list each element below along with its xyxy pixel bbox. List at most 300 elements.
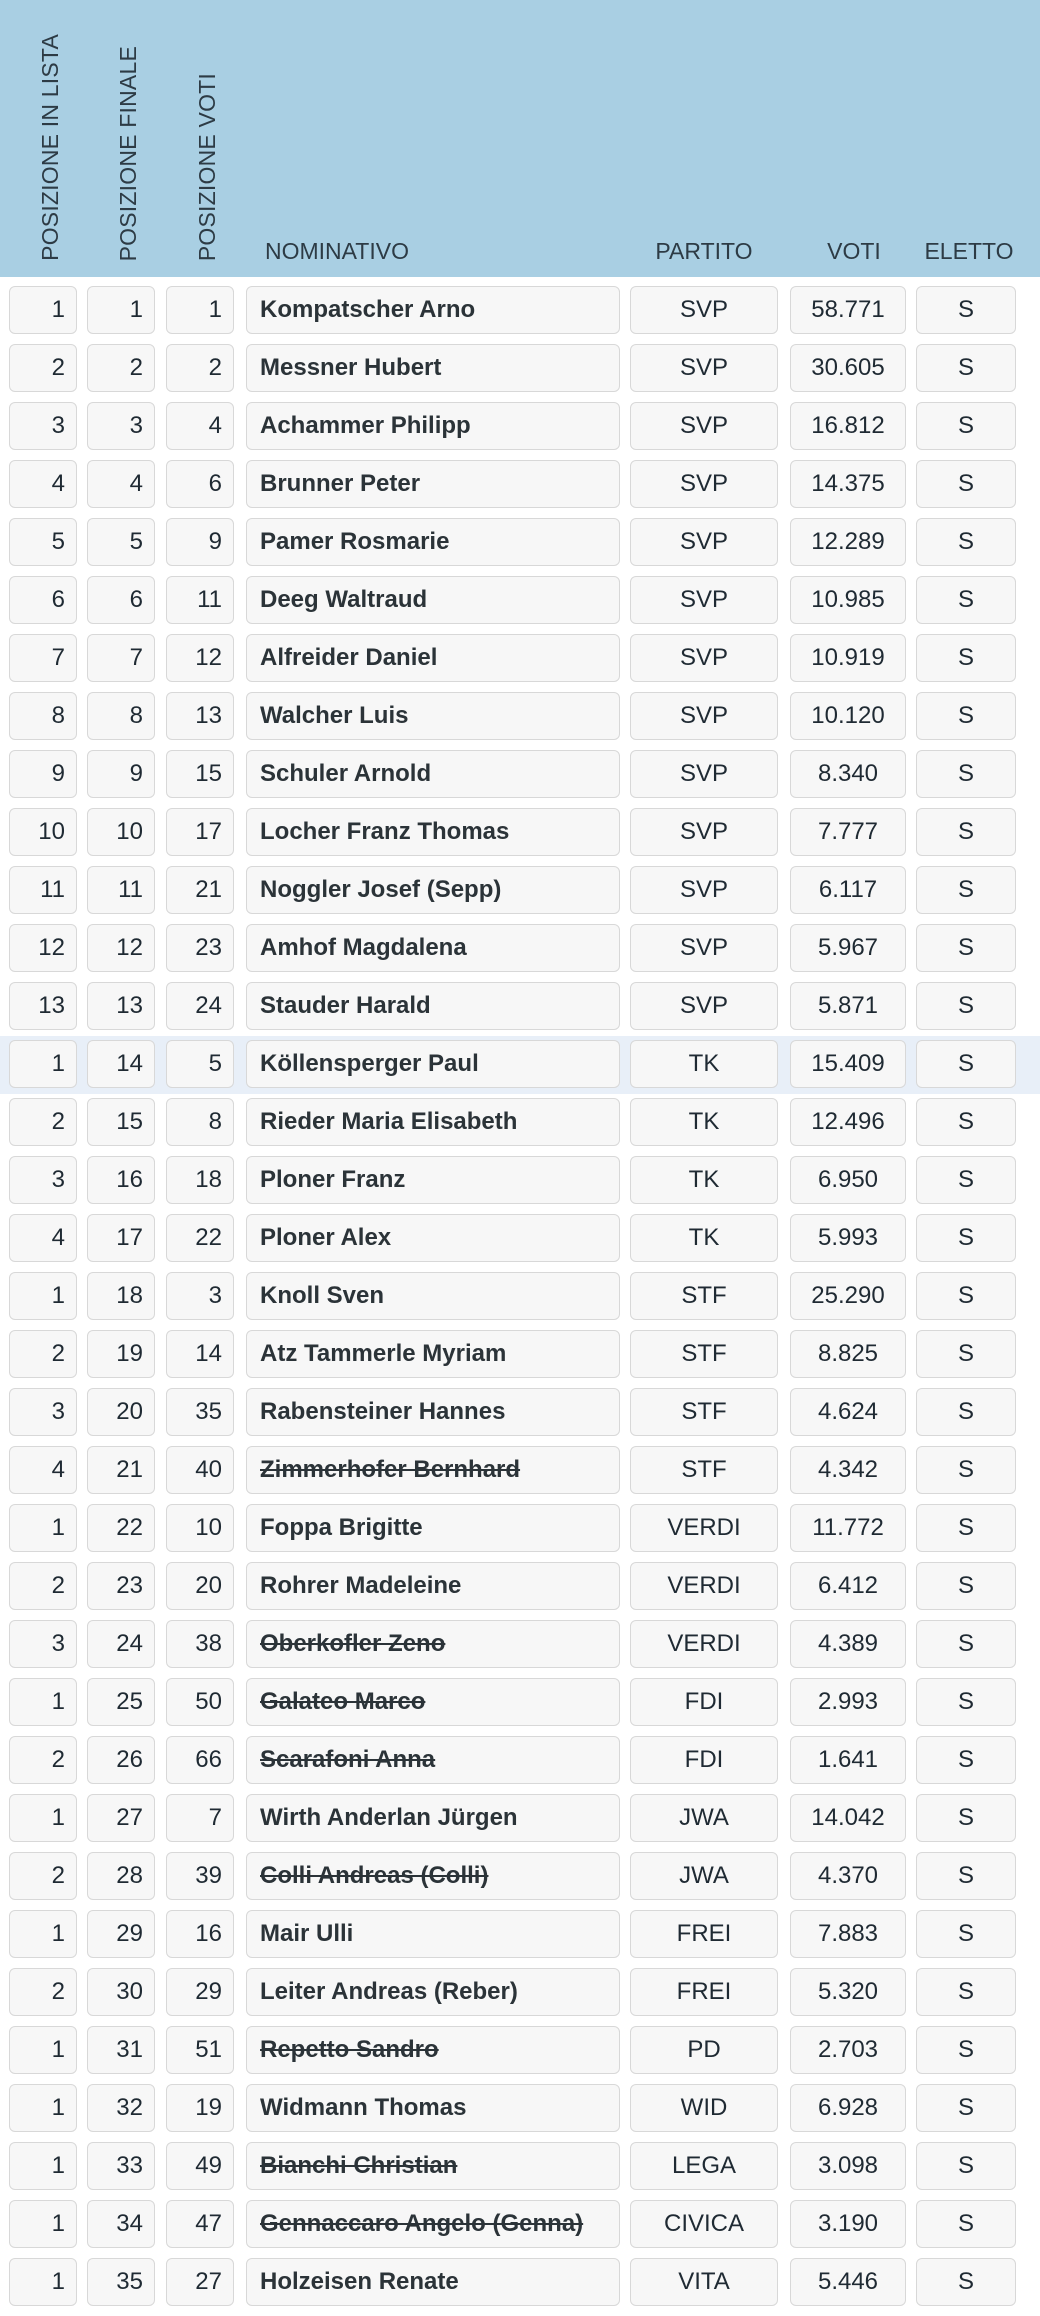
candidate-name-text: Widmann Thomas <box>260 2094 467 2121</box>
candidate-name-field[interactable] <box>246 2026 620 2074</box>
votes-field[interactable]: 6.412 <box>790 1562 906 1610</box>
final-position-cell[interactable]: 12 <box>87 924 155 972</box>
votes-field[interactable]: 10.919 <box>790 634 906 682</box>
column-header-vote-position: POSIZIONE VOTI <box>194 72 220 261</box>
party-field[interactable]: SVP <box>630 634 778 682</box>
candidate-name-text: Messner Hubert <box>260 354 442 381</box>
candidate-name-field[interactable] <box>246 344 620 392</box>
candidate-name-field[interactable] <box>246 1794 620 1842</box>
list-position-cell[interactable]: 3 <box>9 1156 77 1204</box>
candidate-name-field[interactable] <box>246 924 620 972</box>
table-row <box>0 804 1040 862</box>
party-field[interactable]: FDI <box>630 1736 778 1784</box>
elected-field[interactable]: S <box>916 1794 1016 1842</box>
elected-field[interactable]: S <box>916 1852 1016 1900</box>
votes-field[interactable]: 6.117 <box>790 866 906 914</box>
table-row <box>0 2022 1040 2080</box>
elected-field[interactable]: S <box>916 692 1016 740</box>
party-field[interactable]: STF <box>630 1272 778 1320</box>
vote-position-cell[interactable]: 38 <box>166 1620 234 1668</box>
elected-field[interactable]: S <box>916 2200 1016 2248</box>
vote-position-cell[interactable]: 22 <box>166 1214 234 1262</box>
final-position-cell[interactable]: 11 <box>87 866 155 914</box>
elected-field[interactable]: S <box>916 808 1016 856</box>
list-position-cell[interactable]: 2 <box>9 1968 77 2016</box>
candidate-name-text: Deeg Waltraud <box>260 586 428 613</box>
list-position-cell[interactable]: 8 <box>9 692 77 740</box>
final-position-cell[interactable]: 28 <box>87 1852 155 1900</box>
vote-position-cell[interactable]: 10 <box>166 1504 234 1552</box>
candidate-name-field[interactable] <box>246 1504 620 1552</box>
final-position-cell[interactable]: 23 <box>87 1562 155 1610</box>
votes-field[interactable]: 14.042 <box>790 1794 906 1842</box>
votes-field[interactable]: 3.190 <box>790 2200 906 2248</box>
table-row <box>0 340 1040 398</box>
list-position-cell[interactable]: 3 <box>9 1388 77 1436</box>
vote-position-cell[interactable]: 21 <box>166 866 234 914</box>
elected-field[interactable]: S <box>916 2258 1016 2306</box>
final-position-cell[interactable]: 14 <box>87 1040 155 1088</box>
vote-position-cell[interactable]: 35 <box>166 1388 234 1436</box>
candidate-name-field[interactable] <box>246 518 620 566</box>
column-header-votes: VOTI <box>827 238 881 264</box>
list-position-cell[interactable]: 9 <box>9 750 77 798</box>
candidate-name-field[interactable] <box>246 2200 620 2248</box>
elected-field[interactable]: S <box>916 750 1016 798</box>
table-row <box>0 1268 1040 1326</box>
votes-field[interactable]: 5.446 <box>790 2258 906 2306</box>
table-row <box>0 2196 1040 2254</box>
final-position-cell[interactable]: 7 <box>87 634 155 682</box>
final-position-cell[interactable]: 3 <box>87 402 155 450</box>
list-position-cell[interactable]: 2 <box>9 1330 77 1378</box>
votes-field[interactable]: 12.289 <box>790 518 906 566</box>
table-row <box>0 920 1040 978</box>
votes-field[interactable]: 4.389 <box>790 1620 906 1668</box>
candidate-name-field[interactable] <box>246 866 620 914</box>
candidate-name-text: Knoll Sven <box>260 1282 385 1309</box>
vote-position-cell[interactable]: 50 <box>166 1678 234 1726</box>
party-field[interactable]: SVP <box>630 518 778 566</box>
vote-position-cell[interactable]: 1 <box>166 286 234 334</box>
votes-field[interactable]: 4.624 <box>790 1388 906 1436</box>
party-field[interactable]: SVP <box>630 402 778 450</box>
final-position-cell[interactable]: 20 <box>87 1388 155 1436</box>
party-field[interactable]: SVP <box>630 982 778 1030</box>
elected-field[interactable]: S <box>916 1098 1016 1146</box>
candidate-name-text: Ploner Franz <box>260 1166 406 1193</box>
votes-field[interactable]: 8.340 <box>790 750 906 798</box>
elected-field[interactable]: S <box>916 344 1016 392</box>
elected-field[interactable]: S <box>916 1388 1016 1436</box>
vote-position-cell[interactable]: 40 <box>166 1446 234 1494</box>
final-position-cell[interactable]: 30 <box>87 1968 155 2016</box>
votes-field[interactable]: 25.290 <box>790 1272 906 1320</box>
table-row <box>0 1094 1040 1152</box>
list-position-cell[interactable]: 2 <box>9 1562 77 1610</box>
table-row <box>0 1732 1040 1790</box>
list-position-cell[interactable]: 2 <box>9 1098 77 1146</box>
party-field[interactable]: SVP <box>630 750 778 798</box>
party-field[interactable]: SVP <box>630 866 778 914</box>
table-header <box>0 0 1040 277</box>
elected-field[interactable]: S <box>916 286 1016 334</box>
table-row <box>0 1036 1040 1094</box>
list-position-cell[interactable]: 1 <box>9 1504 77 1552</box>
elected-field[interactable]: S <box>916 924 1016 972</box>
votes-field[interactable]: 5.871 <box>790 982 906 1030</box>
elected-field[interactable]: S <box>916 1272 1016 1320</box>
candidate-name-text: Bianchi Christian <box>260 2152 458 2179</box>
elected-field[interactable]: S <box>916 1678 1016 1726</box>
elected-field[interactable]: S <box>916 1968 1016 2016</box>
candidate-name-field[interactable] <box>246 982 620 1030</box>
column-header-party: PARTITO <box>655 238 753 264</box>
party-field[interactable]: TK <box>630 1098 778 1146</box>
list-position-cell[interactable]: 13 <box>9 982 77 1030</box>
table-row <box>0 1384 1040 1442</box>
final-position-cell[interactable]: 4 <box>87 460 155 508</box>
final-position-cell[interactable]: 6 <box>87 576 155 624</box>
final-position-cell[interactable]: 15 <box>87 1098 155 1146</box>
elected-field[interactable]: S <box>916 2142 1016 2190</box>
vote-position-cell[interactable]: 8 <box>166 1098 234 1146</box>
votes-field[interactable]: 10.985 <box>790 576 906 624</box>
list-position-cell[interactable]: 1 <box>9 1678 77 1726</box>
final-position-cell[interactable]: 16 <box>87 1156 155 1204</box>
vote-position-cell[interactable]: 47 <box>166 2200 234 2248</box>
list-position-cell[interactable]: 1 <box>9 2200 77 2248</box>
vote-position-cell[interactable]: 39 <box>166 1852 234 1900</box>
candidate-name-text: Ploner Alex <box>260 1224 392 1251</box>
candidate-name-text: Achammer Philipp <box>260 412 471 439</box>
final-position-cell[interactable]: 29 <box>87 1910 155 1958</box>
votes-field[interactable]: 58.771 <box>790 286 906 334</box>
vote-position-cell[interactable]: 66 <box>166 1736 234 1784</box>
vote-position-cell[interactable]: 16 <box>166 1910 234 1958</box>
candidate-name-field[interactable] <box>246 808 620 856</box>
candidate-name-field[interactable] <box>246 1098 620 1146</box>
party-field[interactable]: VITA <box>630 2258 778 2306</box>
candidate-name-field[interactable] <box>246 1156 620 1204</box>
vote-position-cell[interactable]: 23 <box>166 924 234 972</box>
table-row <box>0 1906 1040 1964</box>
candidate-name-text: Köllensperger Paul <box>260 1050 479 1077</box>
party-field[interactable]: JWA <box>630 1794 778 1842</box>
final-position-cell[interactable]: 25 <box>87 1678 155 1726</box>
list-position-cell[interactable]: 3 <box>9 402 77 450</box>
table-row <box>0 1500 1040 1558</box>
vote-position-cell[interactable]: 13 <box>166 692 234 740</box>
party-field[interactable]: SVP <box>630 286 778 334</box>
table-row <box>0 688 1040 746</box>
list-position-cell[interactable]: 4 <box>9 1214 77 1262</box>
party-field[interactable]: SVP <box>630 460 778 508</box>
candidate-name-field[interactable] <box>246 1272 620 1320</box>
vote-position-cell[interactable]: 49 <box>166 2142 234 2190</box>
candidate-name-field[interactable] <box>246 286 620 334</box>
vote-position-cell[interactable]: 24 <box>166 982 234 1030</box>
candidate-name-text: Walcher Luis <box>260 702 409 729</box>
table-row <box>0 514 1040 572</box>
votes-field[interactable]: 7.777 <box>790 808 906 856</box>
final-position-cell[interactable]: 13 <box>87 982 155 1030</box>
table-row <box>0 1558 1040 1616</box>
party-field[interactable]: WID <box>630 2084 778 2132</box>
vote-position-cell[interactable]: 5 <box>166 1040 234 1088</box>
candidate-name-field[interactable] <box>246 1910 620 1958</box>
list-position-cell[interactable]: 1 <box>9 1910 77 1958</box>
table-row <box>0 978 1040 1036</box>
candidate-name-field[interactable] <box>246 1330 620 1378</box>
table-row <box>0 1674 1040 1732</box>
elected-field[interactable]: S <box>916 982 1016 1030</box>
votes-field[interactable]: 30.605 <box>790 344 906 392</box>
candidate-name-text: Zimmerhofer Bernhard <box>260 1456 521 1483</box>
party-field[interactable]: VERDI <box>630 1620 778 1668</box>
list-position-cell[interactable]: 5 <box>9 518 77 566</box>
elected-field[interactable]: S <box>916 1504 1016 1552</box>
elected-field[interactable]: S <box>916 1736 1016 1784</box>
elected-field[interactable]: S <box>916 1214 1016 1262</box>
candidate-name-text: Noggler Josef (Sepp) <box>260 876 502 903</box>
party-field[interactable]: CIVICA <box>630 2200 778 2248</box>
list-position-cell[interactable]: 1 <box>9 1794 77 1842</box>
elected-field[interactable]: S <box>916 1446 1016 1494</box>
vote-position-cell[interactable]: 14 <box>166 1330 234 1378</box>
vote-position-cell[interactable]: 18 <box>166 1156 234 1204</box>
table-row <box>0 746 1040 804</box>
list-position-cell[interactable]: 2 <box>9 1852 77 1900</box>
list-position-cell[interactable]: 3 <box>9 1620 77 1668</box>
vote-position-cell[interactable]: 4 <box>166 402 234 450</box>
final-position-cell[interactable]: 22 <box>87 1504 155 1552</box>
candidate-name-field[interactable] <box>246 1446 620 1494</box>
candidate-name-field[interactable] <box>246 634 620 682</box>
final-position-cell[interactable]: 19 <box>87 1330 155 1378</box>
vote-position-cell[interactable]: 17 <box>166 808 234 856</box>
votes-field[interactable]: 8.825 <box>790 1330 906 1378</box>
candidate-name-text: Alfreider Daniel <box>260 644 438 671</box>
votes-field[interactable]: 5.967 <box>790 924 906 972</box>
table-row <box>0 1790 1040 1848</box>
elected-field[interactable]: S <box>916 1620 1016 1668</box>
candidate-name-field[interactable] <box>246 2142 620 2190</box>
candidate-name-field[interactable] <box>246 1736 620 1784</box>
list-position-cell[interactable]: 1 <box>9 286 77 334</box>
candidate-name-text: Locher Franz Thomas <box>260 818 510 845</box>
elected-field[interactable]: S <box>916 1156 1016 1204</box>
vote-position-cell[interactable]: 11 <box>166 576 234 624</box>
votes-field[interactable]: 15.409 <box>790 1040 906 1088</box>
final-position-cell[interactable]: 2 <box>87 344 155 392</box>
candidate-name-field[interactable] <box>246 1214 620 1262</box>
final-position-cell[interactable]: 1 <box>87 286 155 334</box>
candidate-name-text: Repetto Sandro <box>260 2036 439 2063</box>
vote-position-cell[interactable]: 6 <box>166 460 234 508</box>
candidate-name-field[interactable] <box>246 692 620 740</box>
final-position-cell[interactable]: 35 <box>87 2258 155 2306</box>
candidate-name-text: Colli Andreas (Colli) <box>260 1862 489 1889</box>
table-row <box>0 1964 1040 2022</box>
list-position-cell[interactable]: 7 <box>9 634 77 682</box>
candidate-name-text: Schuler Arnold <box>260 760 432 787</box>
candidate-name-text: Wirth Anderlan Jürgen <box>260 1804 518 1831</box>
votes-field[interactable]: 4.370 <box>790 1852 906 1900</box>
candidate-name-field[interactable] <box>246 402 620 450</box>
list-position-cell[interactable]: 4 <box>9 1446 77 1494</box>
party-field[interactable]: FREI <box>630 1968 778 2016</box>
party-field[interactable]: VERDI <box>630 1504 778 1552</box>
votes-field[interactable]: 6.928 <box>790 2084 906 2132</box>
party-field[interactable]: SVP <box>630 344 778 392</box>
party-field[interactable]: STF <box>630 1446 778 1494</box>
party-field[interactable]: SVP <box>630 808 778 856</box>
candidate-name-field[interactable] <box>246 1678 620 1726</box>
vote-position-cell[interactable]: 51 <box>166 2026 234 2074</box>
candidate-name-field[interactable] <box>246 1852 620 1900</box>
votes-field[interactable]: 7.883 <box>790 1910 906 1958</box>
elected-field[interactable]: S <box>916 2084 1016 2132</box>
candidate-name-field[interactable] <box>246 1968 620 2016</box>
vote-position-cell[interactable]: 3 <box>166 1272 234 1320</box>
final-position-cell[interactable]: 9 <box>87 750 155 798</box>
votes-field[interactable]: 5.993 <box>790 1214 906 1262</box>
candidate-name-text: Holzeisen Renate <box>260 2268 459 2295</box>
list-position-cell[interactable]: 1 <box>9 2258 77 2306</box>
votes-field[interactable]: 5.320 <box>790 1968 906 2016</box>
votes-field[interactable]: 12.496 <box>790 1098 906 1146</box>
votes-field[interactable]: 2.993 <box>790 1678 906 1726</box>
final-position-cell[interactable]: 32 <box>87 2084 155 2132</box>
elected-field[interactable]: S <box>916 1040 1016 1088</box>
elected-field[interactable]: S <box>916 1330 1016 1378</box>
list-position-cell[interactable]: 1 <box>9 2142 77 2190</box>
elected-field[interactable]: S <box>916 576 1016 624</box>
party-field[interactable]: TK <box>630 1156 778 1204</box>
vote-position-cell[interactable]: 7 <box>166 1794 234 1842</box>
final-position-cell[interactable]: 31 <box>87 2026 155 2074</box>
elected-field[interactable]: S <box>916 1562 1016 1610</box>
candidate-name-text: Foppa Brigitte <box>260 1514 423 1541</box>
party-field[interactable]: SVP <box>630 576 778 624</box>
party-field[interactable]: STF <box>630 1388 778 1436</box>
list-position-cell[interactable]: 1 <box>9 2084 77 2132</box>
votes-field[interactable]: 10.120 <box>790 692 906 740</box>
vote-position-cell[interactable]: 15 <box>166 750 234 798</box>
votes-field[interactable]: 4.342 <box>790 1446 906 1494</box>
elected-field[interactable]: S <box>916 518 1016 566</box>
votes-field[interactable]: 14.375 <box>790 460 906 508</box>
party-field[interactable]: STF <box>630 1330 778 1378</box>
vote-position-cell[interactable]: 2 <box>166 344 234 392</box>
final-position-cell[interactable]: 34 <box>87 2200 155 2248</box>
list-position-cell[interactable]: 1 <box>9 1272 77 1320</box>
votes-field[interactable]: 16.812 <box>790 402 906 450</box>
candidate-name-field[interactable] <box>246 1620 620 1668</box>
party-field[interactable]: LEGA <box>630 2142 778 2190</box>
candidate-name-field[interactable] <box>246 750 620 798</box>
final-position-cell[interactable]: 27 <box>87 1794 155 1842</box>
votes-field[interactable]: 1.641 <box>790 1736 906 1784</box>
table-row <box>0 456 1040 514</box>
party-field[interactable]: SVP <box>630 924 778 972</box>
final-position-cell[interactable]: 17 <box>87 1214 155 1262</box>
candidate-name-text: Rabensteiner Hannes <box>260 1398 506 1425</box>
vote-position-cell[interactable]: 9 <box>166 518 234 566</box>
table-row <box>0 2138 1040 2196</box>
candidate-name-field[interactable] <box>246 2084 620 2132</box>
list-position-cell[interactable]: 6 <box>9 576 77 624</box>
list-position-cell[interactable]: 10 <box>9 808 77 856</box>
list-position-cell[interactable]: 1 <box>9 2026 77 2074</box>
final-position-cell[interactable]: 18 <box>87 1272 155 1320</box>
elected-field[interactable]: S <box>916 2026 1016 2074</box>
candidate-name-field[interactable] <box>246 1388 620 1436</box>
vote-position-cell[interactable]: 29 <box>166 1968 234 2016</box>
votes-field[interactable]: 6.950 <box>790 1156 906 1204</box>
table-row <box>0 398 1040 456</box>
final-position-cell[interactable]: 21 <box>87 1446 155 1494</box>
elected-field[interactable]: S <box>916 634 1016 682</box>
elected-field[interactable]: S <box>916 866 1016 914</box>
party-field[interactable]: SVP <box>630 692 778 740</box>
party-field[interactable]: TK <box>630 1214 778 1262</box>
candidate-name-field[interactable] <box>246 1040 620 1088</box>
list-position-cell[interactable]: 2 <box>9 1736 77 1784</box>
candidate-name-field[interactable] <box>246 576 620 624</box>
vote-position-cell[interactable]: 20 <box>166 1562 234 1610</box>
candidate-name-text: Rieder Maria Elisabeth <box>260 1108 518 1135</box>
final-position-cell[interactable]: 24 <box>87 1620 155 1668</box>
party-field[interactable]: JWA <box>630 1852 778 1900</box>
final-position-cell[interactable]: 5 <box>87 518 155 566</box>
votes-field[interactable]: 2.703 <box>790 2026 906 2074</box>
votes-field[interactable]: 3.098 <box>790 2142 906 2190</box>
elected-field[interactable]: S <box>916 402 1016 450</box>
final-position-cell[interactable]: 10 <box>87 808 155 856</box>
vote-position-cell[interactable]: 27 <box>166 2258 234 2306</box>
table-row <box>0 1152 1040 1210</box>
table-row <box>0 1616 1040 1674</box>
candidate-name-field[interactable] <box>246 2258 620 2306</box>
list-position-cell[interactable]: 2 <box>9 344 77 392</box>
votes-field[interactable]: 11.772 <box>790 1504 906 1552</box>
final-position-cell[interactable]: 33 <box>87 2142 155 2190</box>
vote-position-cell[interactable]: 12 <box>166 634 234 682</box>
table-row <box>0 862 1040 920</box>
list-position-cell[interactable]: 12 <box>9 924 77 972</box>
party-field[interactable]: FREI <box>630 1910 778 1958</box>
list-position-cell[interactable]: 11 <box>9 866 77 914</box>
list-position-cell[interactable]: 1 <box>9 1040 77 1088</box>
candidate-name-text: Gennaccaro Angelo (Genna) <box>260 2210 584 2237</box>
vote-position-cell[interactable]: 19 <box>166 2084 234 2132</box>
elected-field[interactable]: S <box>916 1910 1016 1958</box>
final-position-cell[interactable]: 26 <box>87 1736 155 1784</box>
party-field[interactable]: TK <box>630 1040 778 1088</box>
table-row <box>0 2254 1040 2312</box>
party-field[interactable]: FDI <box>630 1678 778 1726</box>
final-position-cell[interactable]: 8 <box>87 692 155 740</box>
party-field[interactable]: PD <box>630 2026 778 2074</box>
list-position-cell[interactable]: 4 <box>9 460 77 508</box>
party-field[interactable]: VERDI <box>630 1562 778 1610</box>
candidate-name-text: Leiter Andreas (Reber) <box>260 1978 518 2005</box>
elected-field[interactable]: S <box>916 460 1016 508</box>
candidate-name-field[interactable] <box>246 460 620 508</box>
candidate-name-field[interactable] <box>246 1562 620 1610</box>
